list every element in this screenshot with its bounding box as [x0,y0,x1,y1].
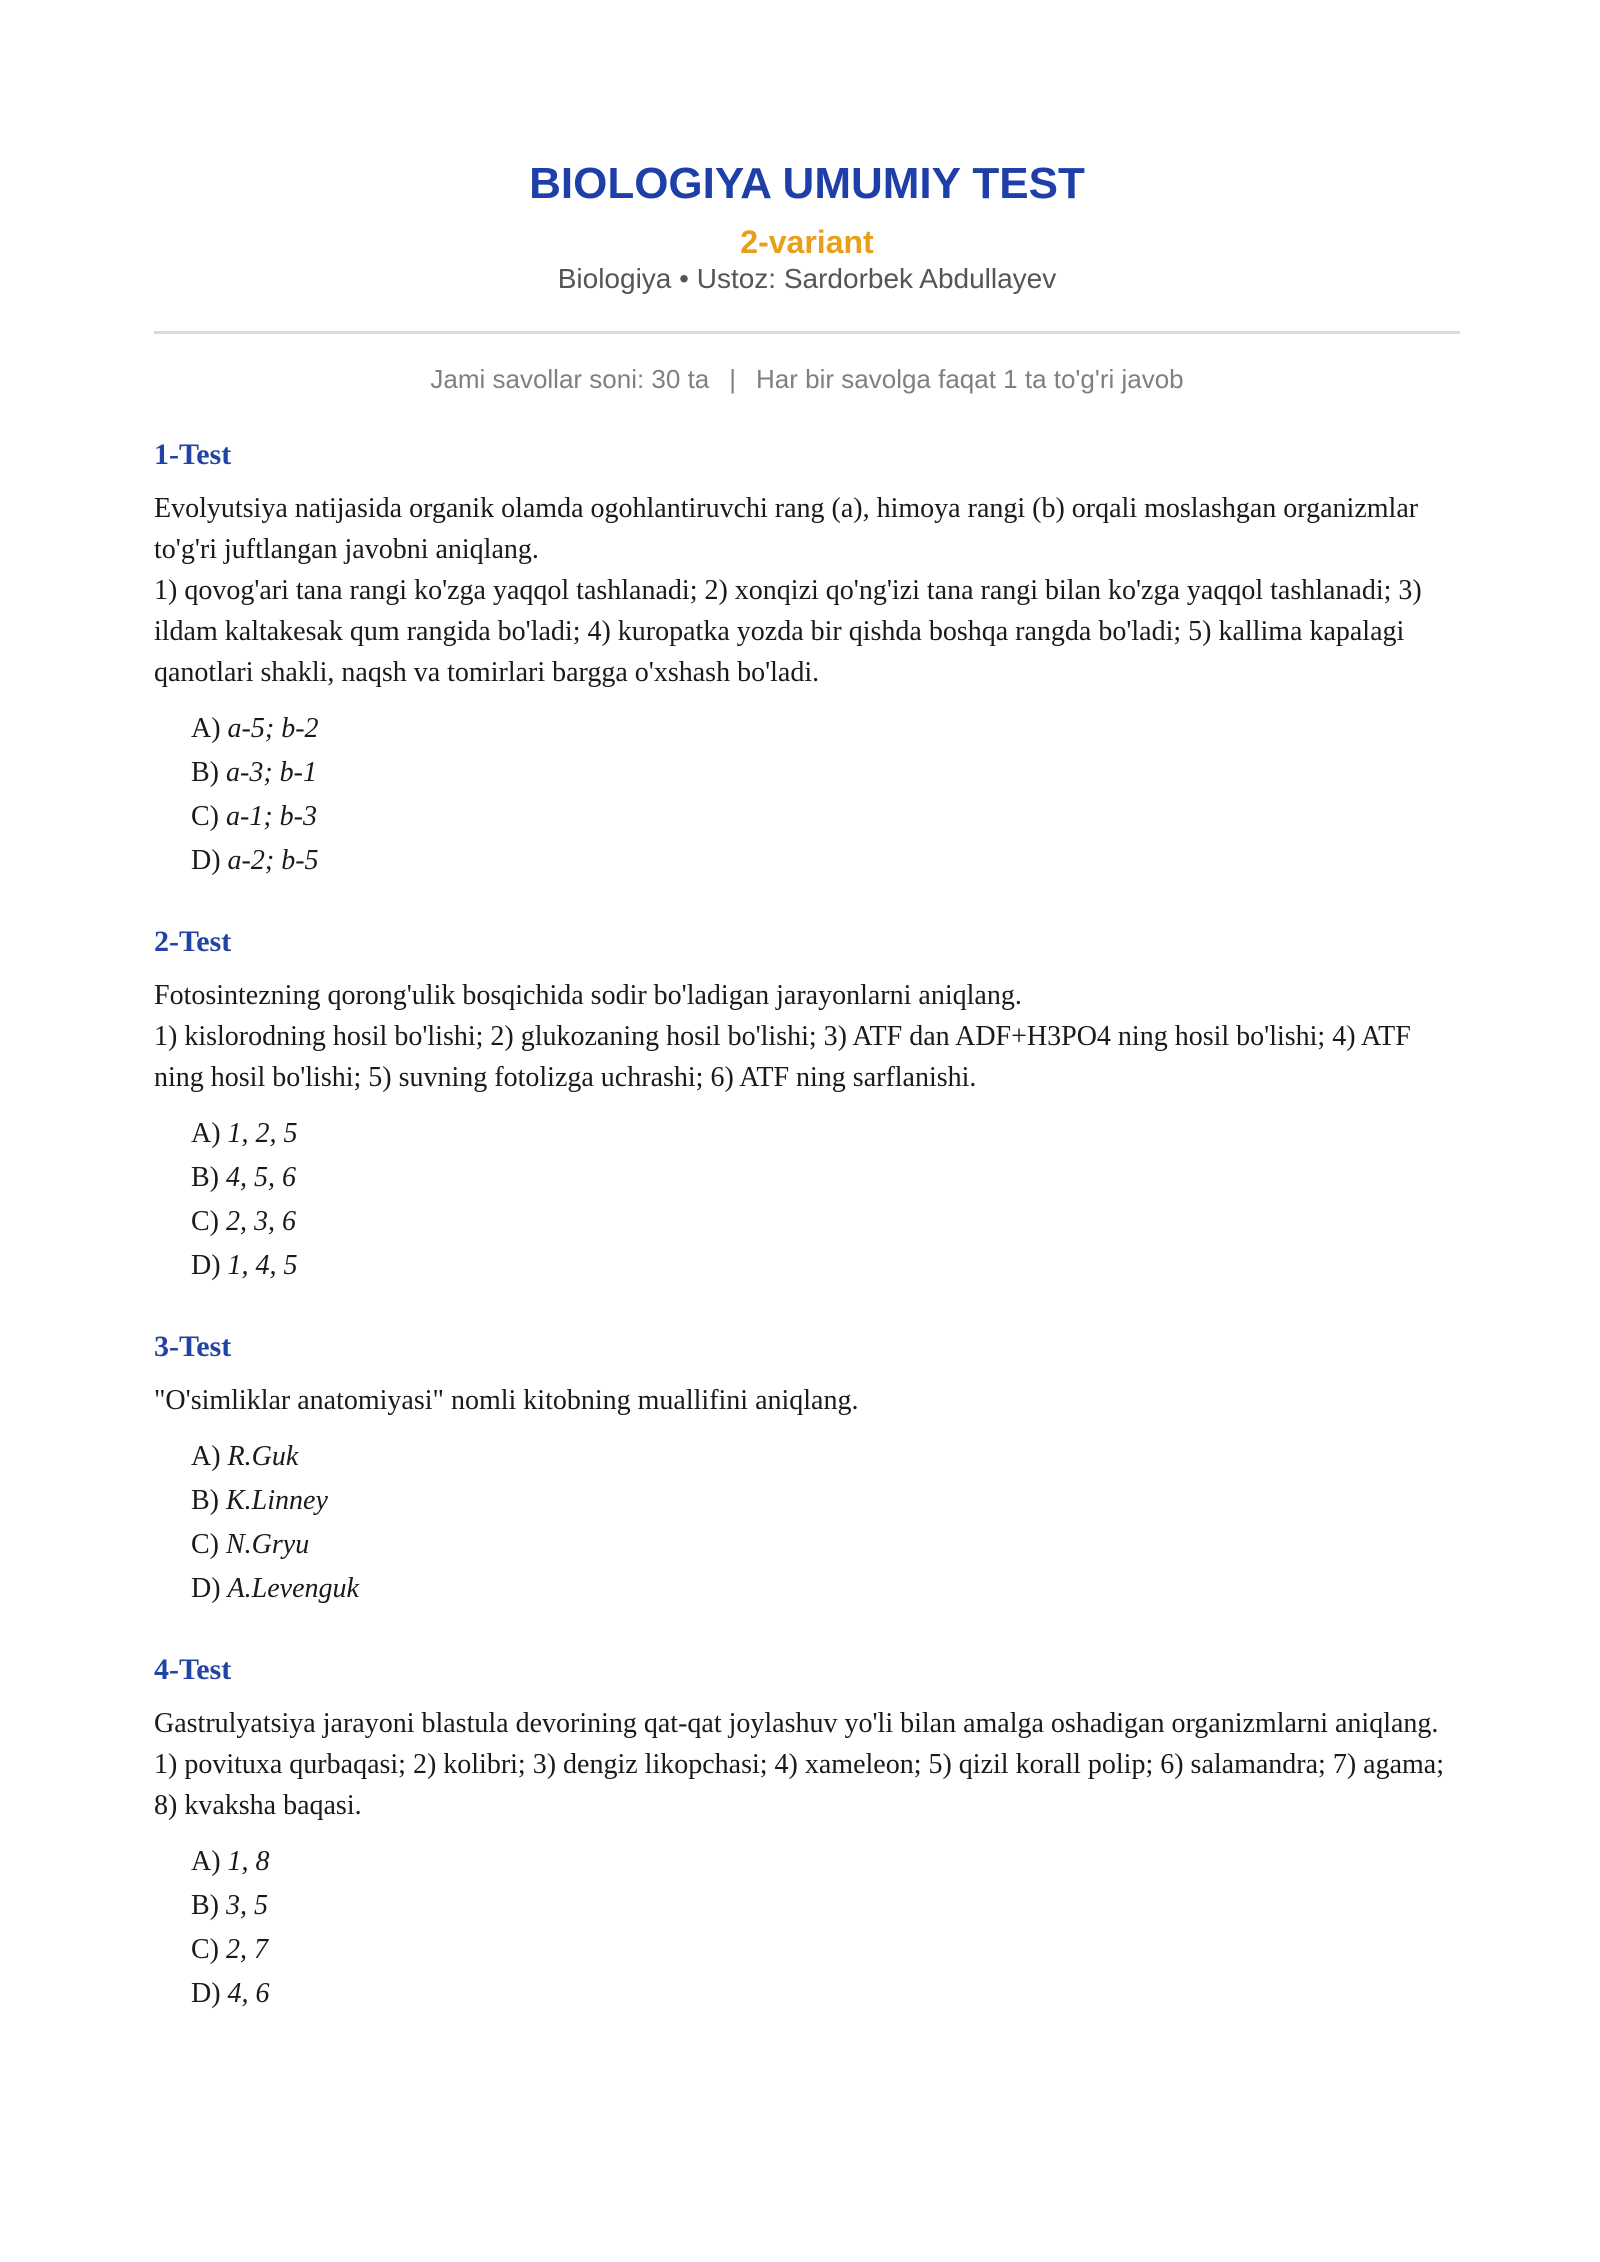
option-value: a-1; b-3 [226,801,317,832]
option-d [191,1972,1460,2016]
question-title: 4-Test [154,1653,232,1686]
option-value: K.Linney [226,1485,328,1516]
question-text: Fotosintezning qorong'ulik bosqichida sodir bo'ladigan jarayonlarni aniqlang. [154,980,1022,1011]
option-value: 3, 5 [226,1890,268,1921]
question-text: "O'simliklar anatomiyasi" nomli kitobning muallifini aniqlang. [154,1385,859,1416]
option-letter: B) [191,757,219,788]
header-divider [154,331,1460,334]
options-list [154,1435,1460,1611]
option-c [191,1200,1460,1244]
options-list [154,1840,1460,2016]
option-value: R.Guk [227,1441,299,1472]
variant-label: 2-variant [740,224,874,260]
page-title: BIOLOGIYA UMUMIY TEST [529,159,1085,208]
question-4 [154,1651,1460,2016]
option-letter: D) [191,1250,221,1281]
question-title: 3-Test [154,1330,232,1363]
option-value: A.Levenguk [227,1573,359,1604]
option-b [191,1884,1460,1928]
question-text: Gastrulyatsiya jarayoni blastula devorining qat-qat joylashuv yo'li bilan amalga oshadigan organizmlarni aniqlang. [154,1708,1439,1739]
question-text: Evolyutsiya natijasida organik olamda ogohlantiruvchi rang (a), himoya rangi (b) orqali moslashgan organizmlar to'g'ri juftlangan javobni aniqlang. [154,493,1419,565]
options-list [154,1112,1460,1288]
option-letter: A) [191,1846,221,1877]
option-value: 4, 5, 6 [226,1162,296,1193]
question-title: 2-Test [154,925,232,958]
question-3 [154,1328,1460,1611]
option-c [191,1928,1460,1972]
option-value: 2, 7 [226,1934,268,1965]
option-d [191,839,1460,883]
option-a [191,1840,1460,1884]
total-questions: Jami savollar soni: 30 ta [430,364,710,394]
option-c [191,795,1460,839]
option-value: 1, 4, 5 [227,1250,298,1281]
page-header [154,0,1460,296]
option-letter: B) [191,1485,219,1516]
option-value: 1, 8 [227,1846,270,1877]
option-value: 1, 2, 5 [227,1118,298,1149]
option-value: 4, 6 [227,1978,270,2009]
option-b [191,1156,1460,1200]
option-letter: C) [191,801,219,832]
answer-rule: Har bir savolga faqat 1 ta to'g'ri javob [756,364,1184,394]
option-value: a-2; b-5 [227,845,319,876]
option-d [191,1567,1460,1611]
question-items: 1) kislorodning hosil bo'lishi; 2) glukozaning hosil bo'lishi; 3) ATF dan ADF+H3PO4 ning hosil bo'lishi; 4) ATF ning hosil bo'lishi; 5) suvning fotolizga uchrashi; 6) ATF ning sarflanishi. [154,1021,1411,1093]
question-1 [154,436,1460,883]
option-letter: A) [191,713,221,744]
question-items: 1) qovog'ari tana rangi ko'zga yaqqol tashlanadi; 2) xonqizi qo'ng'izi tana rangi bilan ko'zga yaqqol tashlanadi; 3) ildam kaltakesak qum rangida bo'ladi; 4) kuropatka yozda bir qishda boshqa rangda bo'ladi; 5) kallima kapalagi qanotlari shakli, naqsh va tomirlari bargga o'xshash bo'ladi. [154,575,1422,688]
option-value: N.Gryu [226,1529,310,1560]
option-c [191,1523,1460,1567]
options-list [154,707,1460,883]
option-letter: D) [191,845,221,876]
option-letter: A) [191,1118,221,1149]
option-letter: C) [191,1206,219,1237]
info-bar [154,362,1460,396]
option-letter: C) [191,1529,219,1560]
option-b [191,1479,1460,1523]
option-value: 2, 3, 6 [226,1206,296,1237]
question-items: 1) povituxa qurbaqasi; 2) kolibri; 3) dengiz likopchasi; 4) xameleon; 5) qizil korall polip; 6) salamandra; 7) agama; 8) kvaksha baqasi. [154,1749,1444,1821]
option-b [191,751,1460,795]
option-d [191,1244,1460,1288]
option-letter: B) [191,1890,219,1921]
option-a [191,1435,1460,1479]
option-letter: D) [191,1978,221,2009]
question-title: 1-Test [154,438,232,471]
option-letter: D) [191,1573,221,1604]
question-2 [154,923,1460,1288]
option-a [191,707,1460,751]
test-page [154,0,1460,2016]
subject-teacher-line: Biologiya • Ustoz: Sardorbek Abdullayev [557,263,1057,294]
option-letter: A) [191,1441,221,1472]
option-letter: B) [191,1162,219,1193]
option-a [191,1112,1460,1156]
option-value: a-5; b-2 [227,713,319,744]
option-letter: C) [191,1934,219,1965]
option-value: a-3; b-1 [226,757,317,788]
info-separator: | [729,364,737,394]
